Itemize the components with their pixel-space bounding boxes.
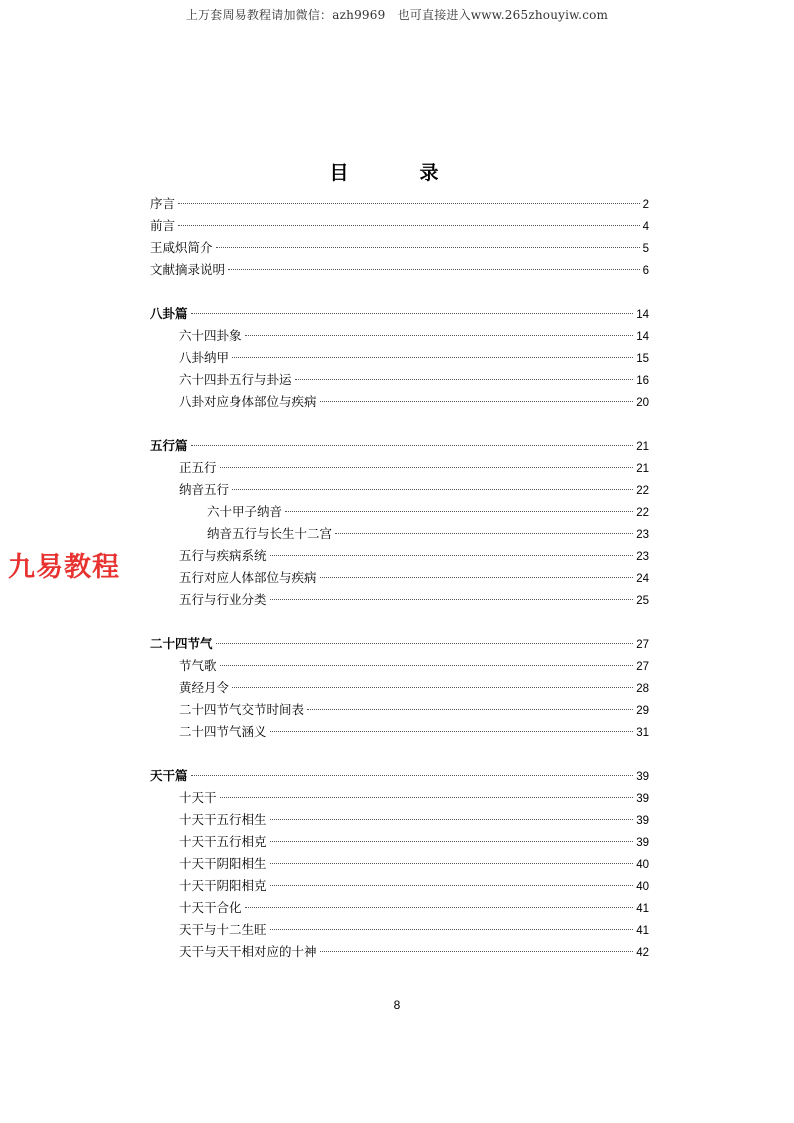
toc-entry-page: 4 <box>642 221 649 233</box>
toc-entry-page: 21 <box>636 441 649 453</box>
toc-entry-label: 天干与十二生旺 <box>179 923 267 937</box>
toc-entry-page: 40 <box>636 881 649 893</box>
toc-entry[interactable] <box>150 215 649 237</box>
page-title: 目 录 <box>329 162 465 184</box>
toc-entry[interactable] <box>150 831 649 853</box>
toc-entry[interactable] <box>150 633 649 655</box>
toc-entry-page: 6 <box>642 265 649 277</box>
dot-leader <box>270 841 634 842</box>
toc-entry-label: 纳音五行 <box>179 483 230 497</box>
dot-leader <box>320 577 634 578</box>
toc-entry-page: 39 <box>636 815 649 827</box>
watermark-logo: 九易教程 <box>8 552 120 583</box>
toc-entry[interactable] <box>150 655 649 677</box>
toc-entry-page: 27 <box>636 661 649 673</box>
toc-entry[interactable] <box>150 875 649 897</box>
toc-entry-label: 六十四卦象 <box>179 329 242 343</box>
toc-entry[interactable] <box>150 193 649 215</box>
section-gap <box>150 281 649 303</box>
toc-entry-page: 21 <box>636 463 649 475</box>
dot-leader <box>232 489 633 490</box>
toc-entry[interactable] <box>150 721 649 743</box>
toc-entry-label: 序言 <box>150 197 176 211</box>
dot-leader <box>320 951 634 952</box>
toc-entry-page: 20 <box>636 397 649 409</box>
toc-entry[interactable] <box>150 699 649 721</box>
dot-leader <box>191 775 634 776</box>
toc-entry-label: 十天干五行相克 <box>179 835 267 849</box>
dot-leader <box>270 929 634 930</box>
toc-entry-label: 五行对应人体部位与疾病 <box>179 571 317 585</box>
toc-entry-label: 天干与天干相对应的十神 <box>179 945 317 959</box>
toc-entry-label: 八卦纳甲 <box>179 351 230 365</box>
dot-leader <box>220 467 634 468</box>
toc-entry[interactable] <box>150 457 649 479</box>
toc-entry-label: 二十四节气交节时间表 <box>179 703 305 717</box>
dot-leader <box>285 511 633 512</box>
toc-entry[interactable] <box>150 479 649 501</box>
dot-leader <box>228 269 640 270</box>
table-of-contents <box>150 193 649 963</box>
toc-entry[interactable] <box>150 853 649 875</box>
toc-entry-page: 15 <box>636 353 649 365</box>
toc-entry-label: 五行与疾病系统 <box>179 549 267 563</box>
dot-leader <box>270 863 634 864</box>
toc-entry-label: 王咸炽简介 <box>150 241 213 255</box>
dot-leader <box>245 335 634 336</box>
toc-entry-label: 正五行 <box>179 461 217 475</box>
toc-entry[interactable] <box>150 347 649 369</box>
toc-entry-page: 16 <box>636 375 649 387</box>
dot-leader <box>245 907 634 908</box>
toc-entry-page: 22 <box>636 485 649 497</box>
toc-entry-page: 39 <box>636 837 649 849</box>
dot-leader <box>191 445 634 446</box>
dot-leader <box>295 379 634 380</box>
toc-entry-page: 39 <box>636 771 649 783</box>
toc-entry[interactable] <box>150 259 649 281</box>
toc-entry-label: 二十四节气 <box>150 637 213 651</box>
toc-entry-label: 十天干阴阳相克 <box>179 879 267 893</box>
toc-entry[interactable] <box>150 369 649 391</box>
toc-entry-label: 黄经月令 <box>179 681 230 695</box>
toc-entry-label: 十天干阴阳相生 <box>179 857 267 871</box>
toc-entry[interactable] <box>150 545 649 567</box>
toc-entry[interactable] <box>150 919 649 941</box>
dot-leader <box>270 819 634 820</box>
dot-leader <box>178 225 640 226</box>
toc-entry-page: 41 <box>636 925 649 937</box>
toc-entry-label: 六十甲子纳音 <box>207 505 283 519</box>
dot-leader <box>216 643 634 644</box>
toc-entry-page: 5 <box>642 243 649 255</box>
toc-entry[interactable] <box>150 237 649 259</box>
toc-entry-label: 天干篇 <box>150 769 188 783</box>
toc-entry-page: 39 <box>636 793 649 805</box>
toc-entry-page: 23 <box>636 529 649 541</box>
toc-entry-label: 十天干五行相生 <box>179 813 267 827</box>
toc-entry[interactable] <box>150 435 649 457</box>
toc-entry-page: 14 <box>636 309 649 321</box>
toc-entry[interactable] <box>150 567 649 589</box>
page-header: 上万套周易教程请加微信：azh9969 也可直接进入www.265zhouyiw.com <box>185 8 609 22</box>
toc-entry-page: 42 <box>636 947 649 959</box>
toc-entry-page: 31 <box>636 727 649 739</box>
dot-leader <box>232 687 633 688</box>
toc-entry[interactable] <box>150 523 649 545</box>
toc-entry[interactable] <box>150 391 649 413</box>
toc-entry[interactable] <box>150 765 649 787</box>
toc-entry-page: 22 <box>636 507 649 519</box>
toc-entry-page: 29 <box>636 705 649 717</box>
dot-leader <box>307 709 633 710</box>
dot-leader <box>270 555 634 556</box>
toc-entry-page: 28 <box>636 683 649 695</box>
dot-leader <box>335 533 633 534</box>
toc-entry-page: 23 <box>636 551 649 563</box>
toc-entry-page: 27 <box>636 639 649 651</box>
toc-entry[interactable] <box>150 677 649 699</box>
toc-entry-label: 五行与行业分类 <box>179 593 267 607</box>
toc-entry[interactable] <box>150 303 649 325</box>
dot-leader <box>220 665 634 666</box>
toc-entry[interactable] <box>150 941 649 963</box>
toc-entry-label: 前言 <box>150 219 176 233</box>
toc-entry-label: 文献摘录说明 <box>150 263 226 277</box>
dot-leader <box>216 247 640 248</box>
toc-entry-page: 24 <box>636 573 649 585</box>
toc-entry[interactable] <box>150 897 649 919</box>
toc-entry-label: 六十四卦五行与卦运 <box>179 373 292 387</box>
toc-entry-label: 八卦篇 <box>150 307 188 321</box>
dot-leader <box>320 401 634 402</box>
toc-entry-label: 二十四节气涵义 <box>179 725 267 739</box>
toc-entry-page: 2 <box>642 199 649 211</box>
dot-leader <box>270 599 634 600</box>
toc-entry-label: 纳音五行与长生十二宫 <box>207 527 333 541</box>
dot-leader <box>270 885 634 886</box>
toc-entry[interactable] <box>150 589 649 611</box>
dot-leader <box>232 357 633 358</box>
section-gap <box>150 611 649 633</box>
toc-entry-page: 14 <box>636 331 649 343</box>
toc-entry[interactable] <box>150 501 649 523</box>
dot-leader <box>178 203 640 204</box>
toc-entry-label: 节气歌 <box>179 659 217 673</box>
toc-entry[interactable] <box>150 787 649 809</box>
toc-entry-label: 十天干合化 <box>179 901 242 915</box>
dot-leader <box>191 313 634 314</box>
toc-entry-page: 25 <box>636 595 649 607</box>
section-gap <box>150 743 649 765</box>
toc-entry[interactable] <box>150 809 649 831</box>
toc-entry-page: 41 <box>636 903 649 915</box>
toc-entry-label: 十天干 <box>179 791 217 805</box>
toc-entry-label: 八卦对应身体部位与疾病 <box>179 395 317 409</box>
dot-leader <box>270 731 634 732</box>
toc-entry-page: 40 <box>636 859 649 871</box>
dot-leader <box>220 797 634 798</box>
page-number: 8 <box>393 998 401 1012</box>
toc-entry[interactable] <box>150 325 649 347</box>
section-gap <box>150 413 649 435</box>
toc-entry-label: 五行篇 <box>150 439 188 453</box>
